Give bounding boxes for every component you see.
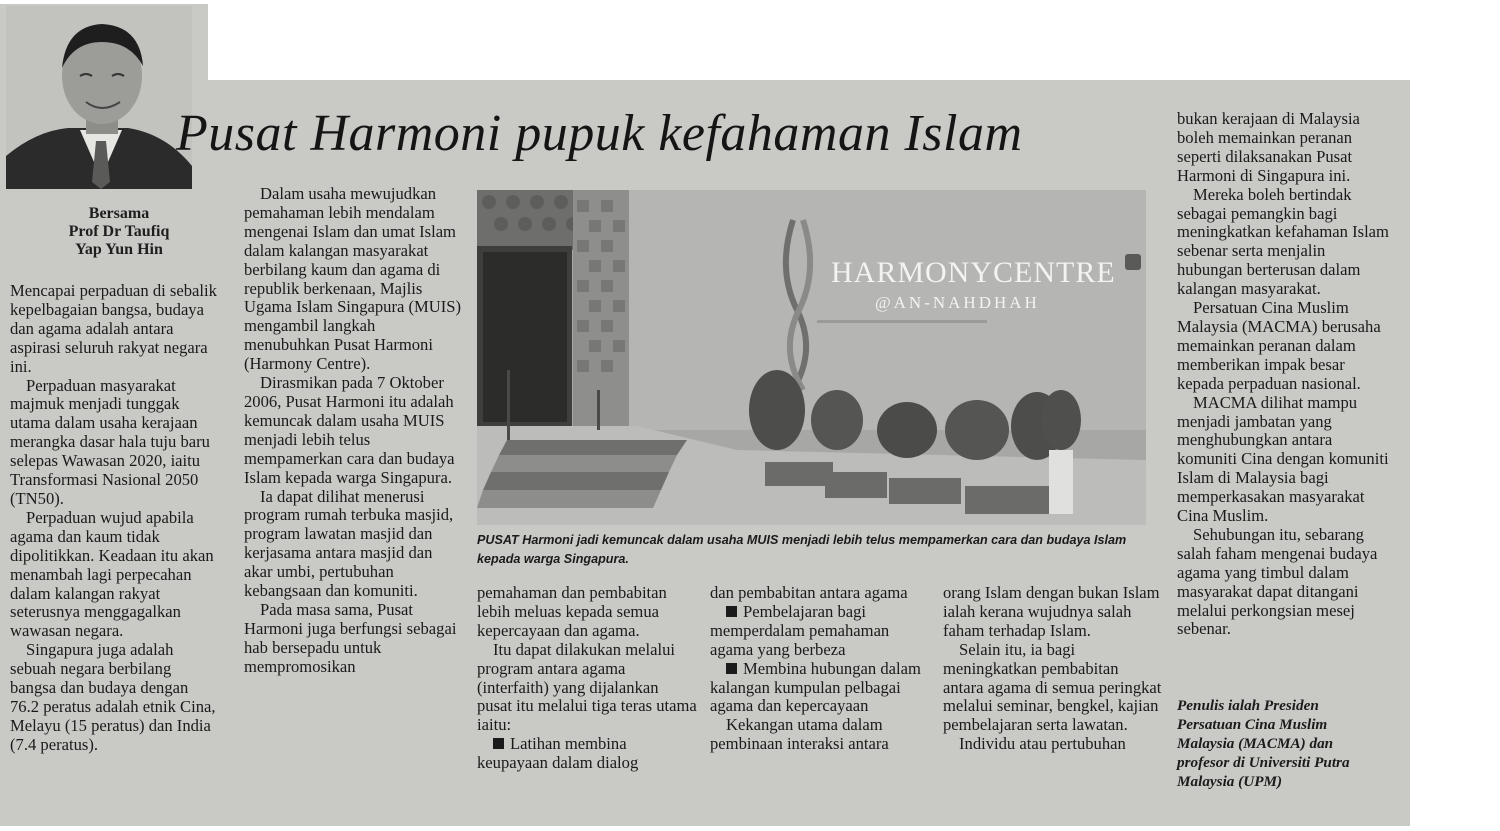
byline: [14, 205, 224, 259]
paragraph: Persatuan Cina Muslim Malaysia (MACMA) berusaha memainkan peranan dalam memberikan impak besar kepada perpaduan nasional.: [1177, 298, 1381, 393]
article-column-1: [10, 282, 220, 755]
article-column-4: [710, 584, 930, 754]
article-column-2: [244, 185, 464, 677]
paragraph: Sehubungan itu, sebarang salah faham mengenai budaya agama yang timbul dalam masyarakat dapat ditangani melalui perkongsian mesej sebenar.: [1177, 524, 1378, 639]
paragraph: Selain itu, ia bagi meningkatkan pembabitan antara agama di semua peringkat melalui seminar, bengkel, kajian pembelajaran serta lawatan.: [943, 639, 1162, 735]
byline-intro: Bersama: [88, 205, 150, 222]
paragraph: Mereka boleh bertindak sebagai pemangkin bagi meningkatkan kefahaman Islam sebenar serta menjalin hubungan berterusan dalam kalangan masyarakat.: [1177, 184, 1389, 299]
photo-caption: PUSAT Harmoni jadi kemuncak dalam usaha MUIS menjadi lebih telus mempamerkan cara dan budaya Islam kepada warga Singapura.: [477, 533, 1127, 566]
author-note: Penulis ialah Presiden Persatuan Cina Muslim Malaysia (MACMA) dan profesor di Universiti Putra Malaysia (UPM): [1177, 697, 1350, 790]
paragraph: Dirasmikan pada 7 Oktober 2006, Pusat Harmoni itu adalah kemuncak dalam usaha MUIS menjadi lebih telus mempamerkan cara dan budaya Islam kepada warga Singapura.: [244, 373, 455, 487]
paragraph: MACMA dilihat mampu menjadi jambatan yang menghubungkan antara komuniti Cina dengan komuniti Islam di Malaysia bagi memperkasakan masyarakat Cina Muslim.: [1177, 392, 1389, 526]
bullet-item: Membina hubungan dalam kalangan kumpulan pelbagai agama dan kepercayaan: [710, 658, 921, 716]
byline-author: Prof Dr Taufiq: [68, 223, 170, 240]
paragraph: Dalam usaha mewujudkan pemahaman lebih mendalam mengenai Islam dan umat Islam dalam kalangan masyarakat berbilang kaum dan agama di republik berkenaan, Majlis Ugama Islam Singapura (MUIS) mengambil langkah menubuhkan Pusat Harmoni (Harmony Centre).: [244, 184, 462, 374]
byline-author-name: Yap Yun Hin: [75, 241, 163, 258]
author-portrait: [6, 6, 192, 189]
sign-subtitle: @AN-NAHDHAH: [875, 293, 1040, 312]
paragraph: pemahaman dan pembabitan lebih meluas kepada semua kepercayaan dan agama.: [477, 583, 667, 640]
bullet-square-icon: [726, 606, 737, 617]
paragraph: Perpaduan masyarakat majmuk menjadi tunggak utama dalam usaha kerajaan merangka dasar hala tuju baru selepas Wawasan 2020, iaitu Transformasi Nasional 2050 (TN50).: [10, 375, 210, 508]
paragraph: Singapura juga adalah sebuah negara berbilang bangsa dan budaya dengan 76.2 peratus adalah etnik Cina, Melayu (15 peratus) dan India (7.4 peratus).: [10, 640, 216, 754]
paragraph: Ia dapat dilihat menerusi program rumah terbuka masjid, program lawatan masjid dan kerjasama antara masjid dan akar umbi, pertubuhan kebangsaan dan komuniti.: [244, 486, 454, 601]
bullet-square-icon: [726, 663, 737, 674]
bullet-item: Pembelajaran bagi memperdalam pemahaman agama yang berbeza: [710, 601, 890, 659]
paragraph: orang Islam dengan bukan Islam ialah kerana wujudnya salah faham terhadap Islam.: [943, 583, 1160, 640]
paragraph: Perpaduan wujud apabila agama dan kaum tidak dipolitikkan. Keadaan itu akan menambah lagi perpecahan dalam kalangan rakyat seterusnya menggagalkan wawasan negara.: [10, 507, 214, 641]
headline: Pusat Harmoni pupuk kefahaman Islam: [176, 105, 1023, 162]
paragraph: dan pembabitan antara agama: [710, 583, 908, 602]
bullet-square-icon: [493, 738, 504, 749]
paragraph: bukan kerajaan di Malaysia boleh memainkan peranan seperti dilaksanakan Pusat Harmoni di Singapura ini.: [1177, 109, 1360, 185]
harmony-centre-photo: [477, 190, 1146, 525]
paragraph: Pada masa sama, Pusat Harmoni juga berfungsi sebagai hab bersepadu untuk mempromosikan: [244, 599, 457, 676]
paragraph: Itu dapat dilakukan melalui program antara agama (interfaith) yang dijalankan pusat itu melalui tiga teras utama iaitu:: [477, 639, 697, 735]
article-column-5: [943, 584, 1163, 754]
article-column-3: [477, 584, 697, 773]
paragraph: Mencapai perpaduan di sebalik kepelbagaian bangsa, budaya dan agama adalah antara aspirasi seluruh rakyat negara ini.: [10, 281, 217, 376]
bullet-item: Latihan membina keupayaan dalam dialog: [477, 734, 639, 773]
article-column-6: [1177, 110, 1392, 639]
paragraph: Kekangan utama dalam pembinaan interaksi antara: [710, 715, 889, 754]
scan-margin: [208, 0, 1410, 80]
paragraph: Individu atau pertubuhan: [959, 734, 1126, 754]
sign-title: HARMONYCENTRE: [831, 256, 1116, 289]
